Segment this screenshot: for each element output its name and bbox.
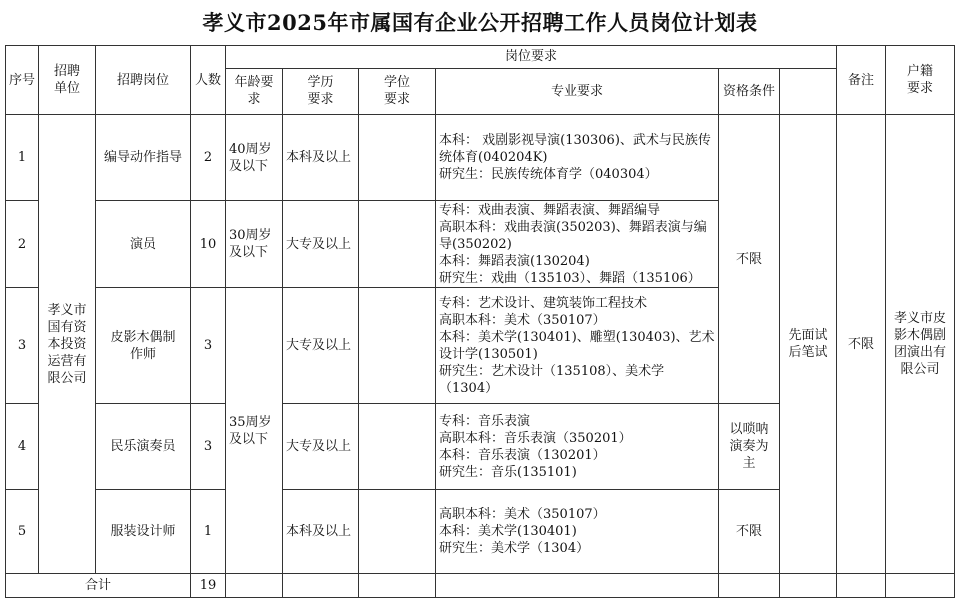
row-degree [359,288,436,404]
row-major [436,115,719,201]
row-position: 演员 [96,201,191,288]
row-position: 编导动作指导 [96,115,191,201]
recruiting-unit: 孝义市国有资本投资运营有限公司 [39,115,96,574]
major-line: 本科：美术学(130401)、雕塑(130403)、艺术设计学(130501) [439,329,715,362]
row-degree [359,404,436,490]
header-requirements-group: 岗位要求 [226,46,837,69]
header-degree-text: 学位 要求 [383,75,410,108]
row-seq: 1 [6,115,39,201]
row-position: 服装设计师 [96,490,191,574]
row-age: 30周岁及以下 [226,201,283,288]
row-count: 10 [191,201,226,288]
total-empty [780,574,837,598]
row-position: 民乐演奏员 [96,404,191,490]
header-age [226,68,283,114]
total-empty [359,574,436,598]
header-remarks: 备注 [837,46,886,115]
row-education: 本科及以上 [283,490,359,574]
total-empty [226,574,283,598]
row-education: 大专及以上 [283,288,359,404]
header-degree [359,68,436,114]
row-seq: 4 [6,404,39,490]
total-empty [283,574,359,598]
major-line: 研究生：戏曲（135103）、舞蹈（135106） [439,270,701,286]
major-line: 本科：舞蹈表演(130204) [439,253,590,269]
row-major [436,404,719,490]
header-education [283,68,359,114]
row-major [436,490,719,574]
header-education-text: 学历 要求 [307,75,334,108]
hukou-cell: 不限 [837,115,886,574]
row-seq: 5 [6,490,39,574]
header-unit-text: 招聘 单位 [53,64,80,96]
major-line: 研究生：美术学（1304） [439,541,590,556]
row-major [436,201,719,288]
row-count: 3 [191,404,226,490]
row-seq: 2 [6,201,39,288]
major-line: 高职本科：音乐表演（350201） [439,430,632,446]
major-line: 研究生：音乐(135101) [439,464,577,480]
header-seq: 序号 [6,46,39,115]
row-degree [359,201,436,288]
major-line: 高职本科：戏曲表演(350203)、舞蹈表演与编导(350202) [439,219,707,252]
row-education: 大专及以上 [283,404,359,490]
major-line: 专科：艺术设计、建筑装饰工程技术 [439,295,648,311]
total-empty [886,574,955,598]
row-degree [359,115,436,201]
page-title: 孝义市2025年市属国有企业公开招聘工作人员岗位计划表 [202,10,758,35]
row-seq: 3 [6,288,39,404]
header-qualification: 资格条件 [719,68,780,114]
employer-cell: 孝义市皮影木偶剧团演出有限公司 [886,115,955,574]
recruitment-plan-table [5,45,955,598]
major-line: 研究生：民族传统体育学（040304） [439,167,658,182]
major-line: 本科：音乐表演（130201） [439,447,606,463]
header-position: 招聘岗位 [96,46,191,115]
header-hukou [886,46,955,115]
total-count: 19 [191,574,226,598]
major-line: 专科：戏曲表演、舞蹈表演、舞蹈编导 [439,202,661,218]
row-education: 大专及以上 [283,201,359,288]
row-qualification: 不限 [719,490,780,574]
row-count: 3 [191,288,226,404]
total-empty [719,574,780,598]
row-age: 35周岁及以下 [226,288,283,574]
major-line: 专科：音乐表演 [439,413,531,429]
header-count: 人数 [191,46,226,115]
row-count: 2 [191,115,226,201]
row-position: 皮影木偶制作师 [96,288,191,404]
row-major [436,288,719,404]
header-age-text: 年龄要 求 [234,75,274,108]
row-qualification: 以唢呐演奏为主 [719,404,780,490]
row-degree [359,490,436,574]
major-line: 研究生：艺术设计（135108）、美术学（1304） [439,363,665,396]
row-count: 1 [191,490,226,574]
total-empty [837,574,886,598]
row-education: 本科及以上 [283,115,359,201]
total-empty [436,574,719,598]
major-line: 本科：美术学(130401) [439,524,577,539]
total-row [6,574,955,598]
total-label: 合计 [6,574,191,598]
qualification-shared: 不限 [719,115,780,404]
row-age: 40周岁及以下 [226,115,283,201]
major-line: 本科： 戏剧影视导演(130306)、武术与民族传统体育(040204K) [439,133,711,165]
header-unit [39,46,96,115]
remarks-cell: 先面试后笔试 [780,115,837,574]
major-line: 高职本科：美术（350107） [439,312,606,328]
table-row [6,115,955,201]
header-hukou-text: 户籍 要求 [907,64,934,96]
header-major: 专业要求 [436,68,719,114]
major-line: 高职本科：美术（350107） [439,507,606,522]
